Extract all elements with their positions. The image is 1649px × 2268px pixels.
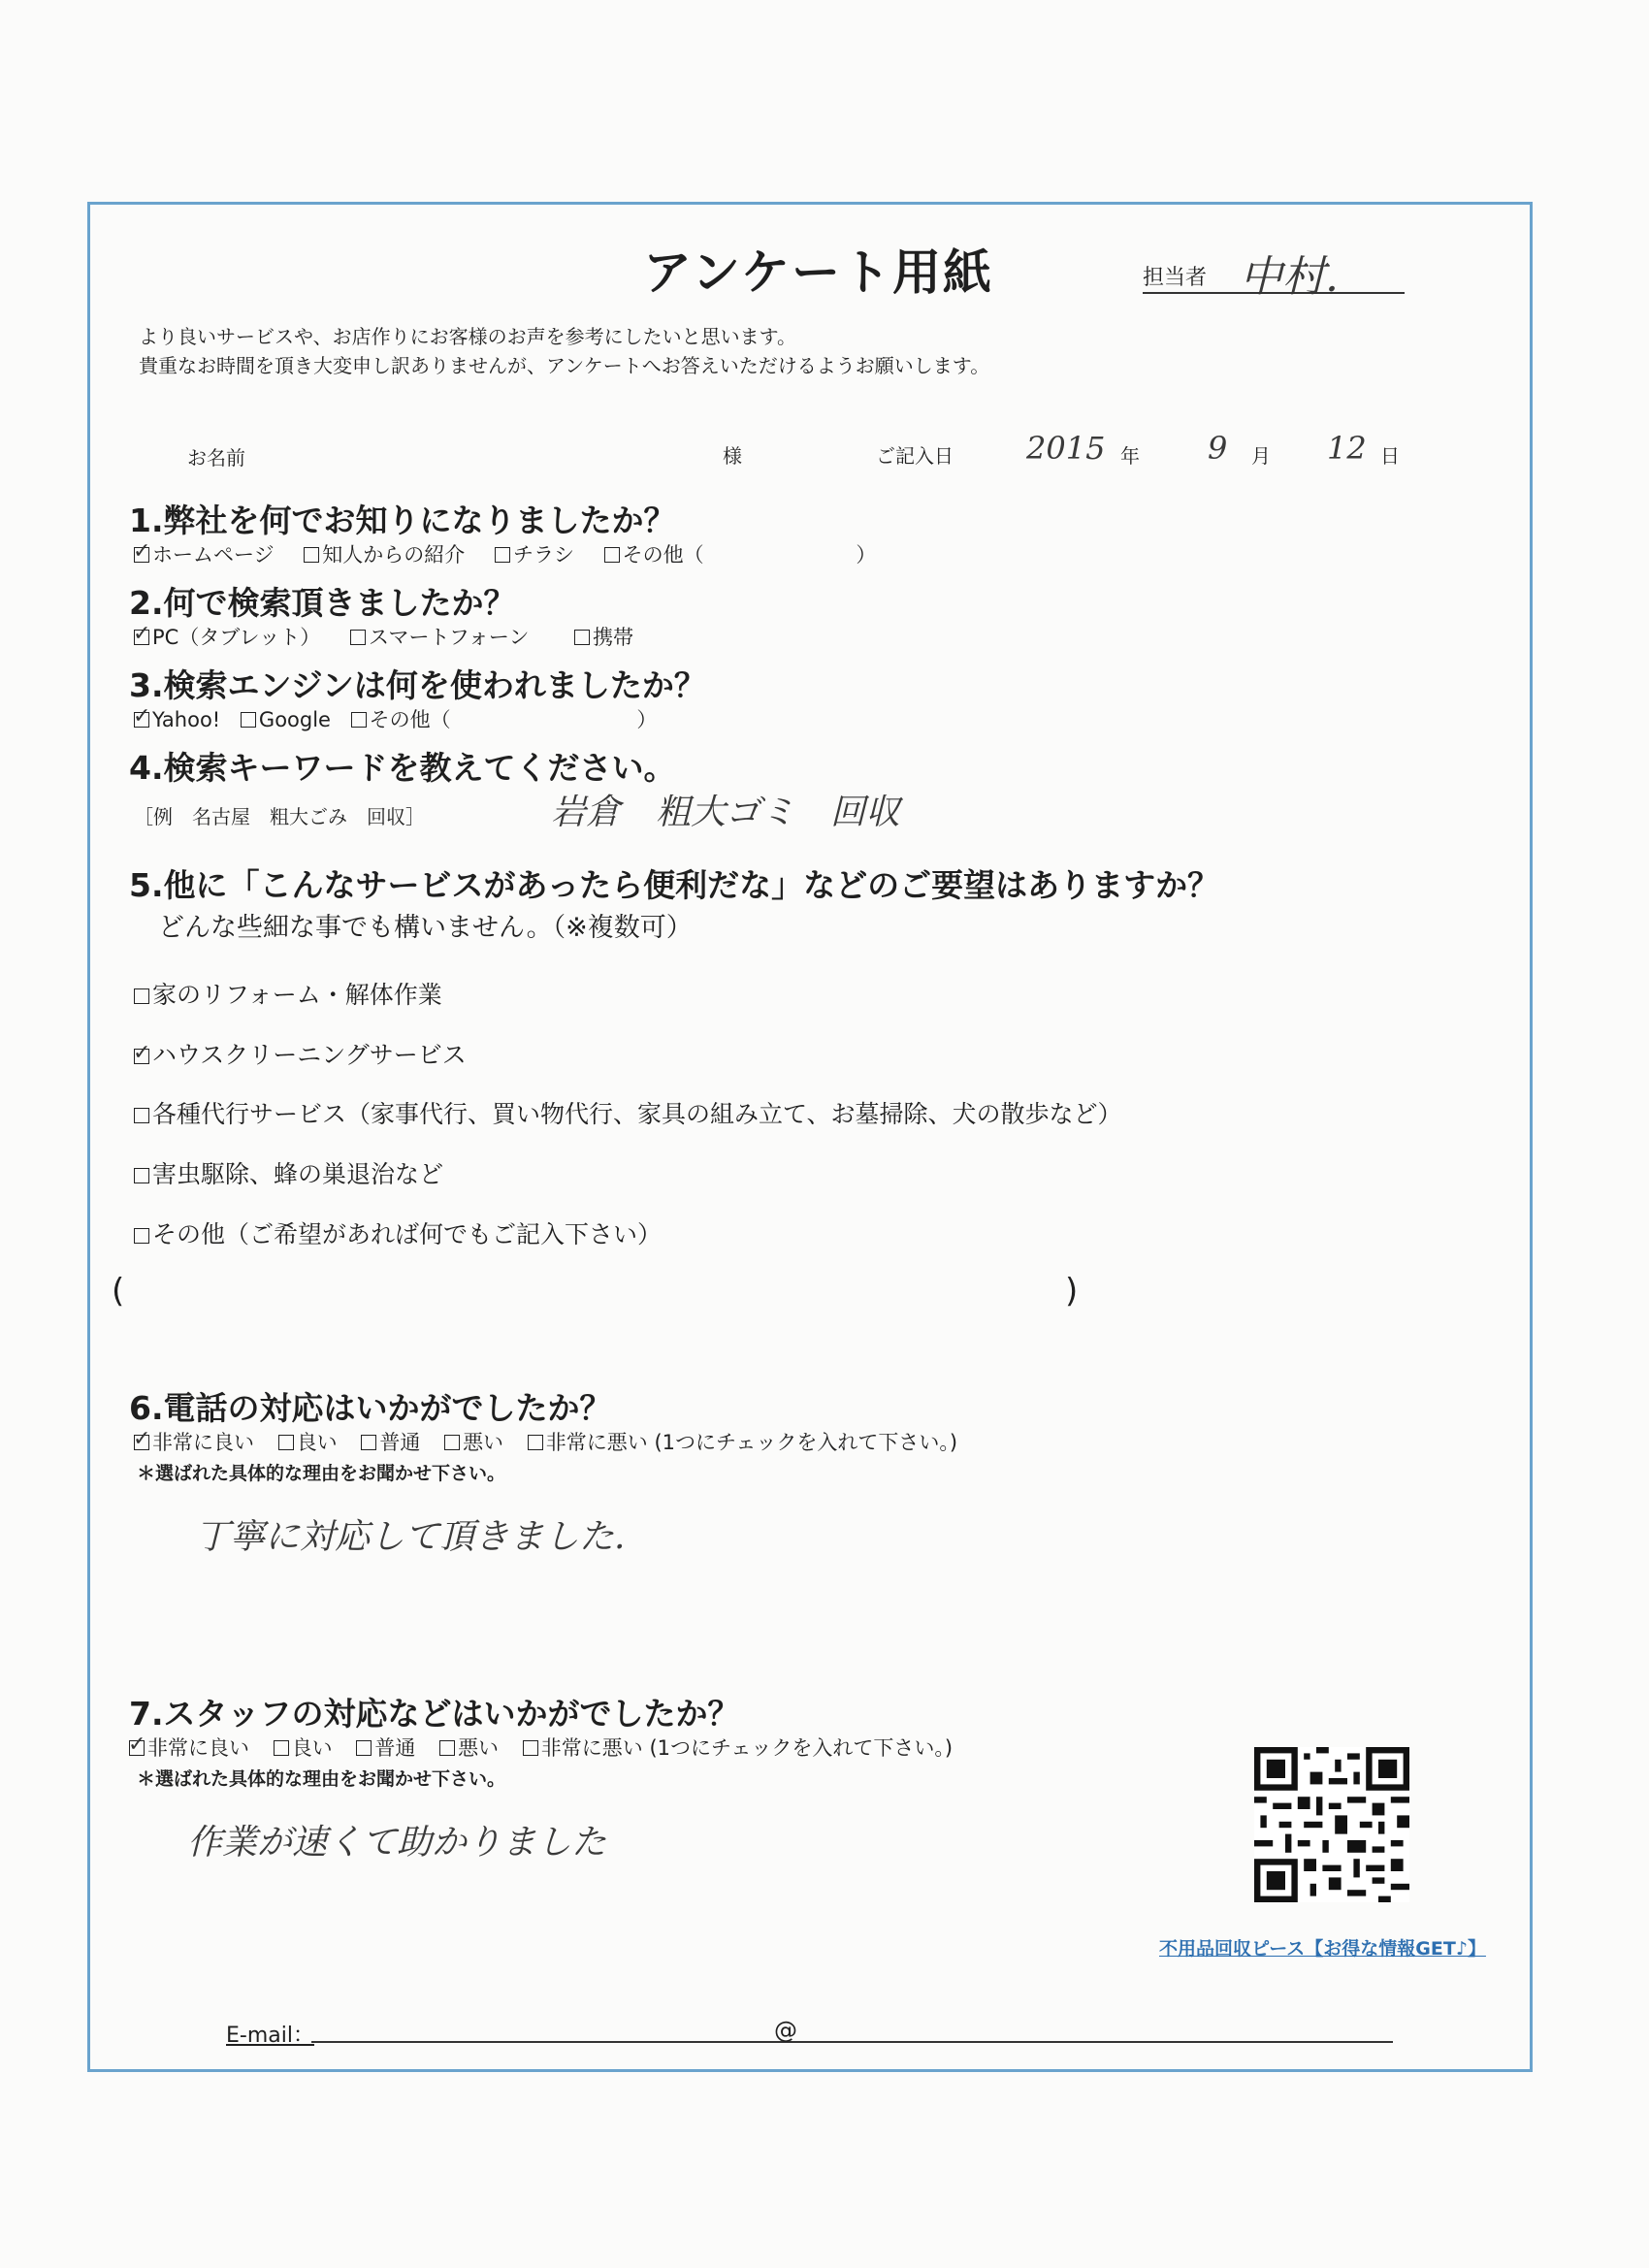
date-day: 12 (1327, 430, 1367, 467)
q5-option-agency[interactable]: 各種代行サービス（家事代行、買い物代行、家具の組み立て、お墓掃除、犬の散歩など） (134, 1095, 1122, 1130)
checkbox[interactable] (134, 1108, 149, 1123)
q3-option-google[interactable]: Google (241, 708, 331, 731)
q7-option-bad[interactable]: 悪い (439, 1736, 499, 1760)
q3-option-yahoo[interactable]: ✓Yahoo! (134, 708, 220, 731)
q6-answer: 丁寧に対応して頂きました. (195, 1517, 626, 1557)
q3-options (134, 704, 657, 733)
q4-answer: 岩倉 粗大ゴミ 回収 (551, 793, 901, 832)
q6-reason-prompt: ＊選ばれた具体的な理由をお聞かせ下さい。 (137, 1463, 506, 1484)
survey-sheet (87, 202, 1533, 2072)
checkbox[interactable] (350, 630, 366, 645)
q7-option-good[interactable]: 良い (274, 1736, 333, 1760)
checkbox-checked[interactable] (134, 1435, 149, 1450)
q7-reason-prompt: ＊選ばれた具体的な理由をお聞かせ下さい。 (137, 1768, 506, 1790)
question-3: 3.検索エンジンは何を使われましたか？ (129, 666, 706, 704)
name-label: お名前 (187, 446, 245, 470)
q5-option-other[interactable]: その他（ご希望があれば何でもご記入下さい） (134, 1215, 662, 1250)
staff-underline (1143, 292, 1405, 294)
email-field[interactable] (311, 2041, 1393, 2043)
checkbox[interactable] (439, 1740, 455, 1756)
q6-option-very-good[interactable]: ✓非常に良い (134, 1431, 254, 1454)
checkbox[interactable] (574, 630, 590, 645)
q1-option-referral[interactable]: 知人からの紹介 (304, 543, 465, 567)
q2-option-mobile[interactable]: 携帯 (574, 626, 633, 649)
q5-paren-close: ) (1065, 1272, 1079, 1311)
question-5: 5.他に「こんなサービスがあったら便利だな」などのご要望はありますか？ (129, 866, 1220, 904)
sama-label: 様 (723, 444, 742, 468)
checkbox[interactable] (523, 1740, 538, 1756)
intro-line-2: 貴重なお時間を頂き大変申し訳ありませんが、アンケートへお答えいただけるようお願いします。 (139, 354, 990, 377)
q6-note: (1つにチェックを入れて下さい。) (654, 1431, 958, 1454)
checkbox[interactable] (274, 1740, 289, 1756)
question-6: 6.電話の対応はいかがでしたか？ (129, 1389, 612, 1427)
q3-option-other[interactable]: その他（ (351, 708, 451, 731)
qr-caption-link[interactable]: 不用品回収ピース【お得な情報GET♪】 (1159, 1938, 1486, 1960)
checkbox-checked[interactable] (134, 1049, 149, 1064)
question-4: 4.検索キーワードを教えてください。 (129, 749, 676, 787)
checkbox-checked[interactable] (134, 630, 149, 645)
q5-option-cleaning[interactable]: ✓ハウスクリーニングサービス (134, 1036, 467, 1071)
q6-option-bad[interactable]: 悪い (444, 1431, 503, 1454)
checkbox[interactable] (604, 547, 620, 563)
q6-option-very-bad[interactable]: 非常に悪い (528, 1431, 648, 1454)
date-month: 9 (1208, 430, 1228, 467)
checkbox[interactable] (351, 712, 367, 728)
checkbox[interactable] (304, 547, 319, 563)
checkbox[interactable] (495, 547, 510, 563)
year-label: 年 (1120, 444, 1140, 468)
checkbox-checked[interactable] (134, 712, 149, 728)
q6-option-good[interactable]: 良い (278, 1431, 338, 1454)
q7-answer: 作業が速くて助かりました (187, 1823, 607, 1863)
q5-option-reform[interactable]: 家のリフォーム・解体作業 (134, 976, 442, 1011)
qr-code-icon[interactable] (1254, 1747, 1409, 1902)
q2-option-smartphone[interactable]: スマートフォーン (350, 626, 529, 649)
q1-option-other[interactable]: その他（ (604, 543, 704, 567)
q1-option-homepage[interactable]: ✓ホームページ (134, 543, 275, 567)
q3-other-close: ） (636, 708, 658, 731)
q6-option-average[interactable]: 普通 (361, 1431, 420, 1454)
day-label: 日 (1380, 444, 1400, 468)
checkbox-checked[interactable] (129, 1740, 145, 1756)
checkbox[interactable] (356, 1740, 372, 1756)
email-label: E-mail： (226, 2024, 314, 2048)
checkbox[interactable] (241, 712, 256, 728)
q7-option-very-bad[interactable]: 非常に悪い (523, 1736, 643, 1760)
q1-options (134, 539, 876, 568)
q7-option-very-good[interactable]: ✓非常に良い (129, 1736, 249, 1760)
checkbox-checked[interactable] (134, 547, 149, 563)
staff-name: 中村. (1240, 252, 1339, 302)
month-label: 月 (1251, 444, 1271, 468)
question-1: 1.弊社を何でお知りになりましたか？ (129, 502, 676, 539)
checkbox[interactable] (134, 1228, 149, 1244)
q1-option-flyer[interactable]: チラシ (495, 543, 574, 567)
question-2: 2.何で検索頂きましたか？ (129, 584, 516, 622)
q1-other-close: ） (856, 543, 877, 567)
intro-line-1: より良いサービスや、お店作りにお客様のお声を参考にしたいと思います。 (139, 325, 796, 348)
q5-option-pest[interactable]: 害虫駆除、蜂の巣退治など (134, 1155, 443, 1190)
q7-options (129, 1733, 953, 1762)
q5-subtext: どんな些細な事でも構いません。（※複数可） (158, 913, 693, 943)
q2-option-pc[interactable]: ✓PC（タブレット） (134, 626, 320, 649)
checkbox[interactable] (134, 988, 149, 1004)
question-7: 7.スタッフの対応などはいかがでしたか？ (129, 1695, 740, 1733)
staff-label: 担当者 (1143, 266, 1208, 290)
checkbox[interactable] (361, 1435, 376, 1450)
q7-note: (1つにチェックを入れて下さい。) (649, 1736, 954, 1760)
checkbox[interactable] (528, 1435, 543, 1450)
date-year: 2015 (1026, 430, 1106, 467)
email-at-symbol: @ (774, 2017, 797, 2044)
q4-example: ［例 名古屋 粗大ごみ 回収］ (134, 805, 425, 828)
q5-paren-open: ( (112, 1272, 125, 1311)
checkbox[interactable] (134, 1168, 149, 1183)
checkbox[interactable] (444, 1435, 460, 1450)
q7-option-average[interactable]: 普通 (356, 1736, 415, 1760)
q2-options (134, 622, 633, 651)
date-label: ご記入日 (876, 444, 954, 468)
q6-options (134, 1427, 957, 1456)
checkbox[interactable] (278, 1435, 294, 1450)
form-title: アンケート用紙 (643, 244, 993, 301)
